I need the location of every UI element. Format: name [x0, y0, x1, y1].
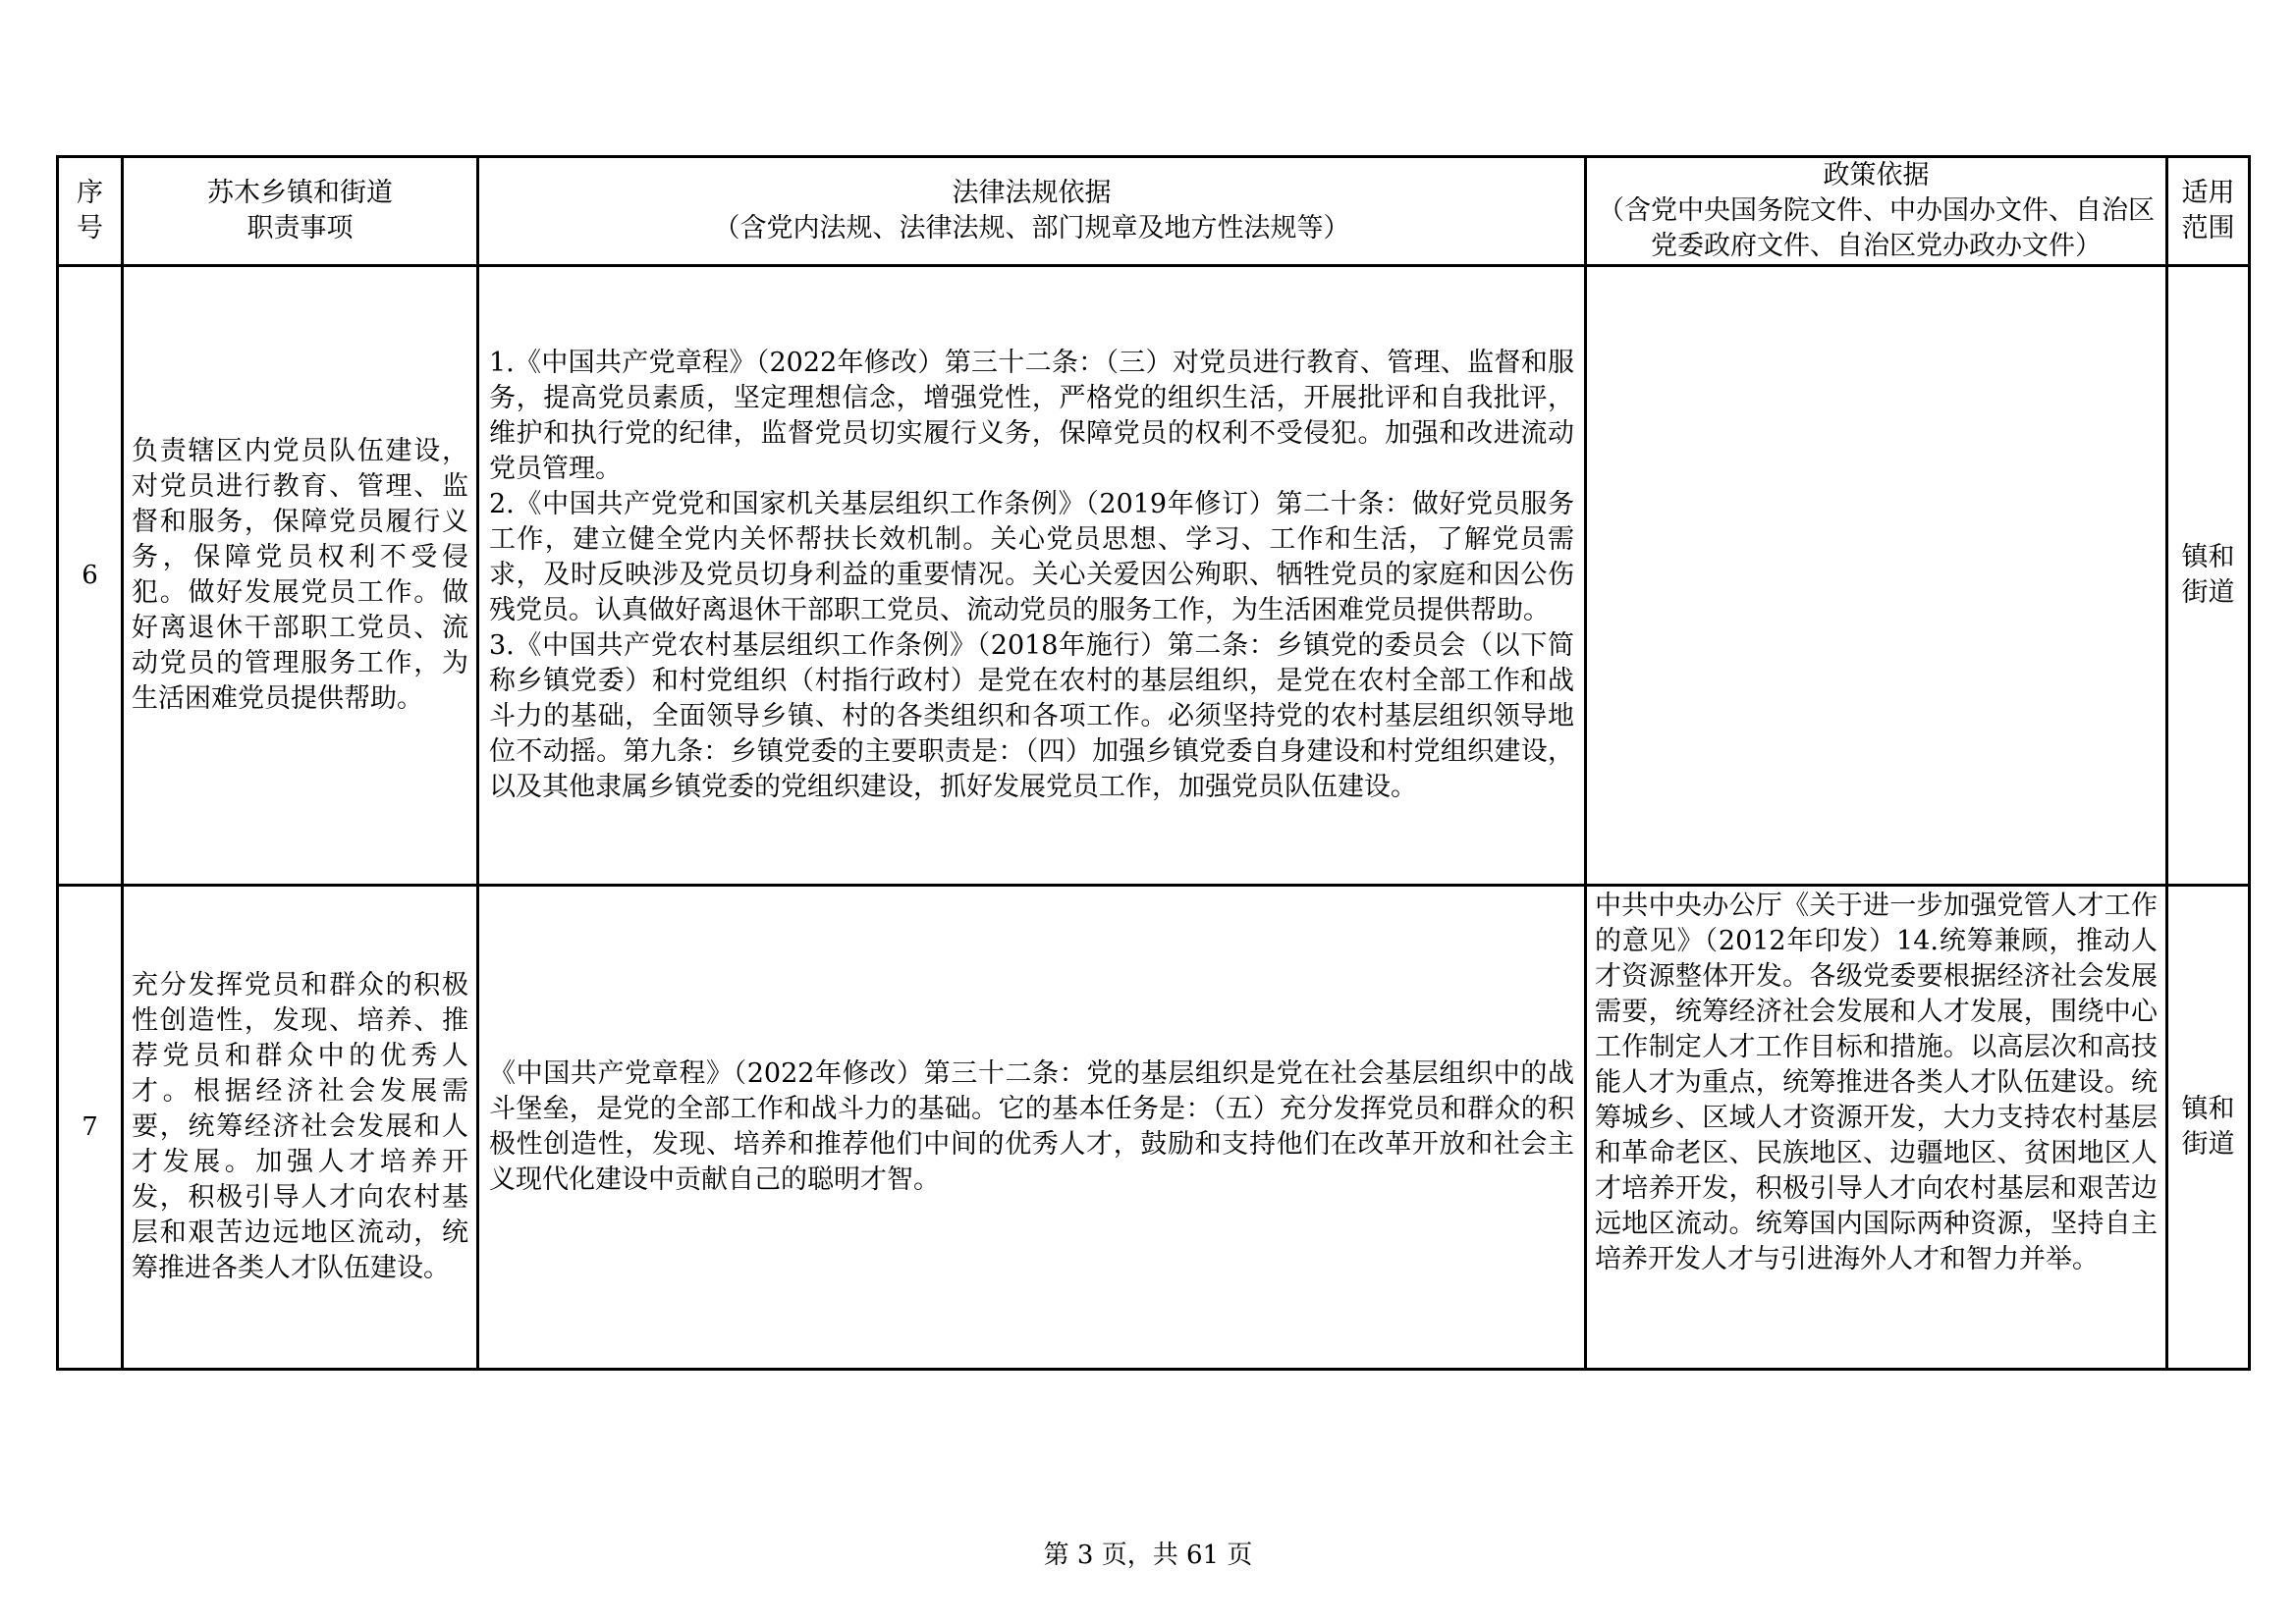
header-scope: 适用范围 [2167, 157, 2250, 266]
table-header-row [58, 157, 2250, 266]
law-clause: 《中国共产党章程》（2022年修改）第三十二条：党的基层组织是党在社会基层组织中的战斗堡垒，是党的全部工作和战斗力的基础。它的基本任务是：（五）充分发挥党员和群众的积极性创造性，发现、培养和推荐他们中间的优秀人才，鼓励和支持他们在改革开放和社会主义现代化建设中贡献自己的聪明才智。 [489, 1058, 1574, 1195]
header-policy-subtitle: （含党中央国务院文件、中办国办文件、自治区党委政府文件、自治区党办政办文件） [1598, 195, 2155, 261]
header-law [478, 157, 1586, 266]
table-row [58, 886, 2250, 1370]
row-law [478, 886, 1586, 1370]
row-policy: 中共中央办公厅《关于进一步加强党管人才工作的意见》（2012年印发）14.统筹兼顾，推动人才资源整体开发。各级党委要根据经济社会发展需要，统筹经济社会发展和人才发展，围绕中心工作制定人才工作目标和措施。以高层次和高技能人才为重点，统筹推进各类人才队伍建设。统筹城乡、区域人才资源开发，大力支持农村基层和革命老区、民族地区、边疆地区、贫困地区人才培养开发，积极引导人才向农村基层和艰苦边远地区流动。统筹国内国际两种资源，坚持自主培养开发人才与引进海外人才和智力并举。 [1586, 886, 2167, 1370]
header-index: 序号 [58, 157, 123, 266]
law-clause: 1.《中国共产党章程》（2022年修改）第三十二条：（三）对党员进行教育、管理、监督和服务，提高党员素质，坚定理想信念，增强党性，严格党的组织生活，开展批评和自我批评，维护和执行党的纪律，监督党员切实履行义务，保障党员的权利不受侵犯。加强和改进流动党员管理。 [489, 348, 1574, 484]
header-law-subtitle: （含党内法规、法律法规、部门规章及地方性法规等） [713, 213, 1350, 243]
row-index: 7 [58, 886, 123, 1370]
row-law [478, 266, 1586, 886]
header-duty: 苏木乡镇和街道 职责事项 [123, 157, 478, 266]
header-policy-title: 政策依据 [1823, 160, 1930, 190]
table-row [58, 266, 2250, 886]
row-policy [1586, 266, 2167, 886]
row-duty: 充分发挥党员和群众的积极性创造性，发现、培养、推荐党员和群众中的优秀人才。根据经济社会发展需要，统筹经济社会发展和人才发展。加强人才培养开发，积极引导人才向农村基层和艰苦边远地区流动，统筹推进各类人才队伍建设。 [123, 886, 478, 1370]
row-scope: 镇和街道 [2167, 266, 2250, 886]
law-clause: 3.《中国共产党农村基层组织工作条例》（2018年施行）第二条：乡镇党的委员会（以下简称乡镇党委）和村党组织（村指行政村）是党在农村的基层组织，是党在农村全部工作和战斗力的基础，全面领导乡镇、村的各类组织和各项工作。必须坚持党的农村基层组织领导地位不动摇。第九条：乡镇党委的主要职责是：（四）加强乡镇党委自身建设和村党组织建设，以及其他隶属乡镇党委的党组织建设，抓好发展党员工作，加强党员队伍建设。 [489, 630, 1574, 802]
row-scope: 镇和街道 [2167, 886, 2250, 1370]
page-footer: 第 3 页，共 61 页 [1043, 1541, 1253, 1570]
row-duty: 负责辖区内党员队伍建设，对党员进行教育、管理、监督和服务，保障党员履行义务，保障党员权利不受侵犯。做好发展党员工作。做好离退休干部职工党员、流动党员的管理服务工作，为生活困难党员提供帮助。 [123, 266, 478, 886]
responsibility-table-page [56, 155, 2248, 1371]
responsibility-table [56, 155, 2251, 1371]
row-index: 6 [58, 266, 123, 886]
header-policy [1586, 157, 2167, 266]
header-law-title: 法律法规依据 [952, 178, 1112, 208]
law-clause: 2.《中国共产党党和国家机关基层组织工作条例》（2019年修订）第二十条：做好党员服务工作，建立健全党内关怀帮扶长效机制。关心党员思想、学习、工作和生活，了解党员需求，及时反映涉及党员切身利益的重要情况。关心关爱因公殉职、牺牲党员的家庭和因公伤残党员。认真做好离退休干部职工党员、流动党员的服务工作，为生活困难党员提供帮助。 [489, 489, 1574, 625]
